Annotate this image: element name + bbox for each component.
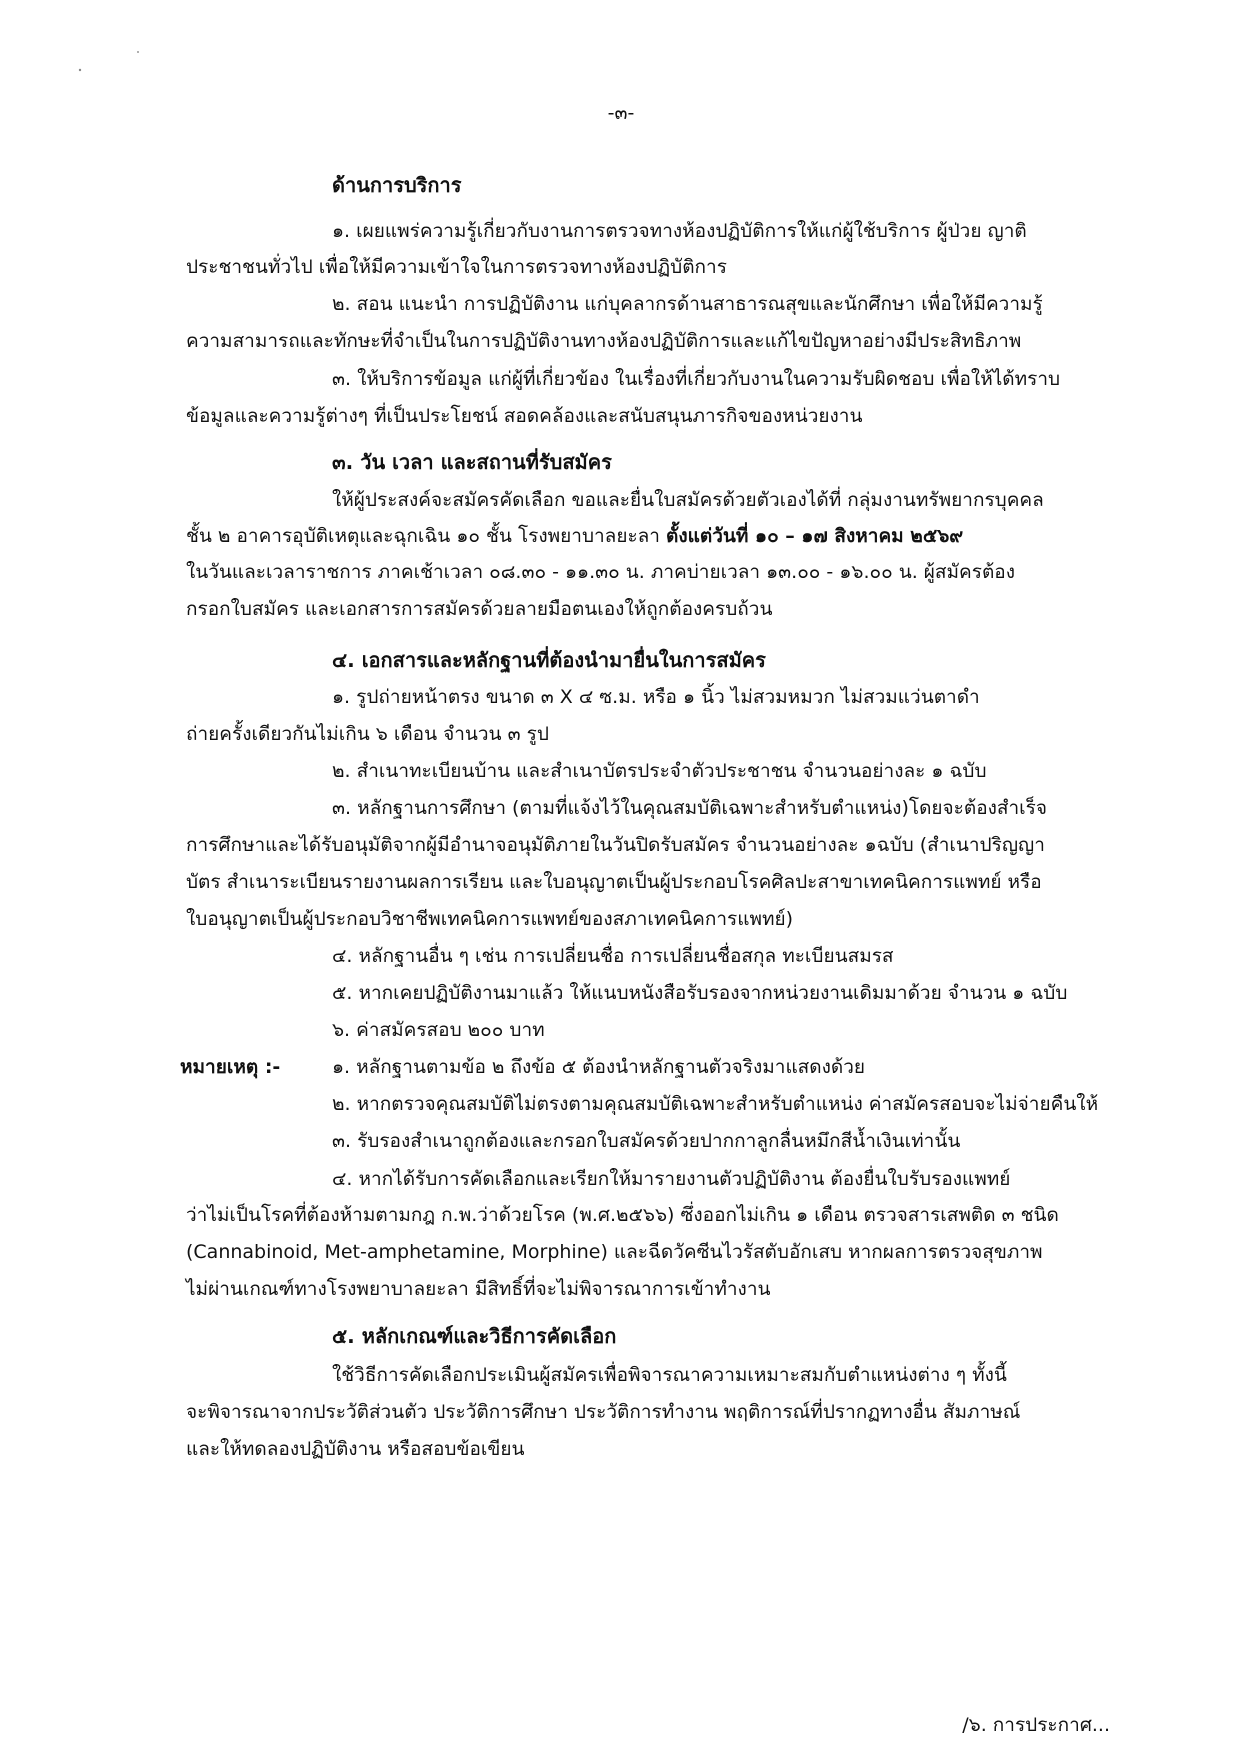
section3-line: ให้ผู้ประสงค์จะสมัครคัดเลือก ขอและยื่นใบสมัครด้วยตัวเองได้ที่ กลุ่มงานทรัพยากรบุคคล — [332, 489, 1044, 511]
section4-line: ใบอนุญาตเป็นผู้ประกอบวิชาชีพเทคนิคการแพทย์ของสภาเทคนิคการแพทย์) — [186, 908, 794, 930]
section4-line: ถ่ายครั้งเดียวกันไม่เกิน ๖ เดือน จำนวน ๓ รูป — [186, 723, 549, 745]
service-line: ประชาชนทั่วไป เพื่อให้มีความเข้าใจในการตรวจทางห้องปฏิบัติการ — [186, 256, 727, 278]
scan-specks — [0, 0, 1242, 80]
section4-line: บัตร สำเนาระเบียนรายงานผลการเรียน และใบอนุญาตเป็นผู้ประกอบโรคศิลปะสาขาเทคนิคการแพทย์ หรือ — [186, 871, 1042, 893]
remarks-label: หมายเหตุ :- — [180, 1056, 281, 1078]
remarks-line: ไม่ผ่านเกณฑ์ทางโรงพยาบาลยะลา มีสิทธิ์ที่จะไม่พิจารณาการเข้าทำงาน — [186, 1278, 771, 1300]
remarks-line: ๑. หลักฐานตามข้อ ๒ ถึงข้อ ๕ ต้องนำหลักฐานตัวจริงมาแสดงด้วย — [332, 1056, 866, 1078]
service-line: ๒. สอน แนะนำ การปฏิบัติงาน แก่บุคลากรด้านสาธารณสุขและนักศึกษา เพื่อให้มีความรู้ — [332, 293, 1043, 315]
section5-line: ใช้วิธีการคัดเลือกประเมินผู้สมัครเพื่อพิจารณาความเหมาะสมกับตำแหน่งต่าง ๆ ทั้งนี้ — [332, 1364, 1007, 1386]
application-period: ตั้งแต่วันที่ ๑๐ – ๑๗ สิงหาคม ๒๕๖๙ — [666, 525, 964, 547]
section5-line: จะพิจารณาจากประวัติส่วนตัว ประวัติการศึกษา ประวัติการทำงาน พฤติการณ์ที่ปรากฏทางอื่น สัมภาษณ์ — [186, 1401, 1021, 1423]
service-heading: ด้านการบริการ — [332, 173, 462, 197]
remarks-line: ๓. รับรองสำเนาถูกต้องและกรอกใบสมัครด้วยปากกาลูกลื่นหมึกสีน้ำเงินเท่านั้น — [332, 1130, 961, 1152]
section3-line: ในวันและเวลาราชการ ภาคเช้าเวลา ๐๘.๓๐ - ๑๑.๓๐ น. ภาคบ่ายเวลา ๑๓.๐๐ - ๑๖.๐๐ น. ผู้สมัครต้อง — [186, 561, 1015, 583]
section3-line2-text: ชั้น ๒ อาคารอุบัติเหตุและฉุกเฉิน ๑๐ ชั้น โรงพยาบาลยะลา — [186, 525, 667, 547]
remarks-line: ๒. หากตรวจคุณสมบัติไม่ตรงตามคุณสมบัติเฉพาะสำหรับตำแหน่ง ค่าสมัครสอบจะไม่จ่ายคืนให้ — [332, 1093, 1099, 1115]
section4-line: ๓. หลักฐานการศึกษา (ตามที่แจ้งไว้ในคุณสมบัติเฉพาะสำหรับตำแหน่ง)โดยจะต้องสำเร็จ — [332, 797, 1048, 819]
section3-heading: ๓. วัน เวลา และสถานที่รับสมัคร — [332, 450, 612, 474]
section3-line: กรอกใบสมัคร และเอกสารการสมัครด้วยลายมือตนเองให้ถูกต้องครบถ้วน — [186, 598, 773, 620]
section4-heading: ๔. เอกสารและหลักฐานที่ต้องนำมายื่นในการสมัคร — [332, 648, 766, 672]
service-line: ข้อมูลและความรู้ต่างๆ ที่เป็นประโยชน์ สอดคล้องและสนับสนุนภารกิจของหน่วยงาน — [186, 405, 863, 427]
remarks-line: ว่าไม่เป็นโรคที่ต้องห้ามตามกฎ ก.พ.ว่าด้วยโรค (พ.ศ.๒๕๖๖) ซึ่งออกไม่เกิน ๑ เดือน ตรวจสารเสพติด ๓ ชนิด — [186, 1204, 1059, 1226]
service-line: ๑. เผยแพร่ความรู้เกี่ยวกับงานการตรวจทางห้องปฏิบัติการให้แก่ผู้ใช้บริการ ผู้ป่วย ญาติ — [332, 220, 1027, 242]
section5-line: และให้ทดลองปฏิบัติงาน หรือสอบข้อเขียน — [186, 1438, 525, 1460]
section4-line: การศึกษาและได้รับอนุมัติจากผู้มีอำนาจอนุมัติภายในวันปิดรับสมัคร จำนวนอย่างละ ๑ฉบับ (สำเนาปริญญา — [186, 834, 1045, 856]
section4-line: ๔. หลักฐานอื่น ๆ เช่น การเปลี่ยนชื่อ การเปลี่ยนชื่อสกุล ทะเบียนสมรส — [332, 945, 894, 967]
section4-line: ๒. สำเนาทะเบียนบ้าน และสำเนาบัตรประจำตัวประชาชน จำนวนอย่างละ ๑ ฉบับ — [332, 760, 987, 782]
page-number: -๓- — [607, 102, 635, 124]
service-line: ความสามารถและทักษะที่จำเป็นในการปฏิบัติงานทางห้องปฏิบัติการและแก้ไขปัญหาอย่างมีประสิทธิภาพ — [186, 330, 1022, 352]
next-page-reference: /๖. การประกาศ... — [962, 1714, 1110, 1736]
section5-heading: ๕. หลักเกณฑ์และวิธีการคัดเลือก — [332, 1324, 617, 1348]
remarks-line: (Cannabinoid, Met-amphetamine, Morphine) และฉีดวัคซีนไวรัสตับอักเสบ หากผลการตรวจสุขภาพ — [186, 1241, 1043, 1263]
section3-line — [186, 523, 963, 549]
service-line: ๓. ให้บริการข้อมูล แก่ผู้ที่เกี่ยวข้อง ในเรื่องที่เกี่ยวกับงานในความรับผิดชอบ เพื่อให้ได้ทราบ — [332, 368, 1061, 390]
section4-line: ๕. หากเคยปฏิบัติงานมาแล้ว ให้แนบหนังสือรับรองจากหน่วยงานเดิมมาด้วย จำนวน ๑ ฉบับ — [332, 982, 1068, 1004]
section4-line: ๖. ค่าสมัครสอบ ๒๐๐ บาท — [332, 1019, 545, 1041]
remarks-line: ๔. หากได้รับการคัดเลือกและเรียกให้มารายงานตัวปฏิบัติงาน ต้องยื่นใบรับรองแพทย์ — [332, 1168, 1011, 1190]
section4-line: ๑. รูปถ่ายหน้าตรง ขนาด ๓ X ๔ ซ.ม. หรือ ๑ นิ้ว ไม่สวมหมวก ไม่สวมแว่นตาดำ — [332, 686, 980, 708]
